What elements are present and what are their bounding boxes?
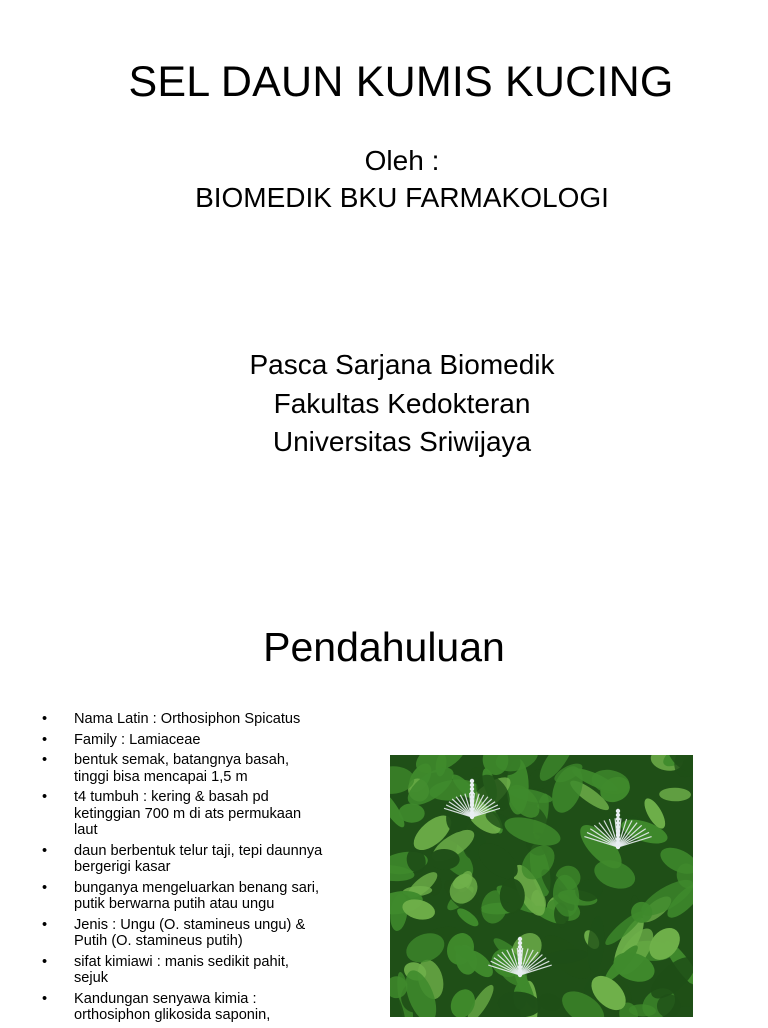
section-title: Pendahuluan (263, 624, 505, 670)
author-block (0, 142, 768, 216)
bullet-text: tinggi bisa mencapai 1,5 m (74, 768, 248, 785)
bullet-item (42, 732, 382, 749)
institution-block (0, 346, 768, 462)
bullet-text: Putih (O. stamineus putih) (74, 933, 243, 949)
bullet-text: daun berbentuk telur taji, tepi daunnya (74, 842, 323, 859)
bullet-text: Family : Lamiaceae (74, 731, 201, 748)
bullet-dot: • (42, 842, 48, 859)
bullet-text: orthosiphon glikosida saponin, (74, 1007, 271, 1023)
author-label: Oleh : (364, 145, 440, 176)
bullet-list (42, 711, 382, 1028)
bullet-dot: • (42, 752, 48, 768)
author-name: BIOMEDIK BKU FARMAKOLOGI (195, 182, 609, 213)
bullet-item (42, 752, 382, 785)
bullet-dot: • (42, 731, 48, 748)
bullet-text: sifat kimiawi : manis sedikit pahit, (74, 953, 289, 970)
program-name: Pasca Sarjana Biomedik (249, 349, 555, 380)
bullet-text: ketinggian 700 m di ats permukaan (74, 805, 302, 822)
bullet-text: t4 tumbuh : kering & basah pd (74, 789, 269, 805)
bullet-dot: • (42, 990, 48, 1007)
bullet-item (42, 711, 382, 728)
bullet-text: Kandungan senyawa kimia : (74, 990, 257, 1007)
bullet-dot: • (42, 711, 48, 727)
bullet-dot: • (42, 879, 48, 896)
bullet-text: sejuk (74, 970, 109, 986)
bullet-text: bergerigi kasar (74, 859, 171, 875)
bullet-text: bunganya mengeluarkan benang sari, (74, 879, 320, 896)
bullet-text: putik berwarna putih atau ungu (74, 896, 275, 912)
bullet-text: Nama Latin : Orthosiphon Spicatus (74, 711, 301, 727)
bullet-text: laut (74, 822, 98, 838)
bullet-text: Jenis : Ungu (O. stamineus ungu) & (74, 916, 306, 933)
plant-photo-graphic (390, 755, 693, 1017)
presentation-title: SEL DAUN KUMIS KUCING (128, 58, 674, 106)
university-name: Universitas Sriwijaya (272, 426, 532, 457)
bullet-dot: • (42, 916, 48, 933)
bullet-item (42, 789, 382, 839)
plant-photo (390, 755, 693, 1017)
bullet-text: bentuk semak, batangnya basah, (74, 752, 290, 768)
bullet-item (42, 954, 382, 987)
faculty-name: Fakultas Kedokteran (273, 387, 531, 419)
slide-introduction (0, 600, 768, 1024)
bullet-dot: • (42, 789, 48, 805)
bullet-item (42, 843, 382, 876)
bullet-dot: • (42, 953, 48, 970)
bullet-item (42, 991, 382, 1024)
bullet-item (42, 917, 382, 950)
bullet-item (42, 880, 382, 913)
